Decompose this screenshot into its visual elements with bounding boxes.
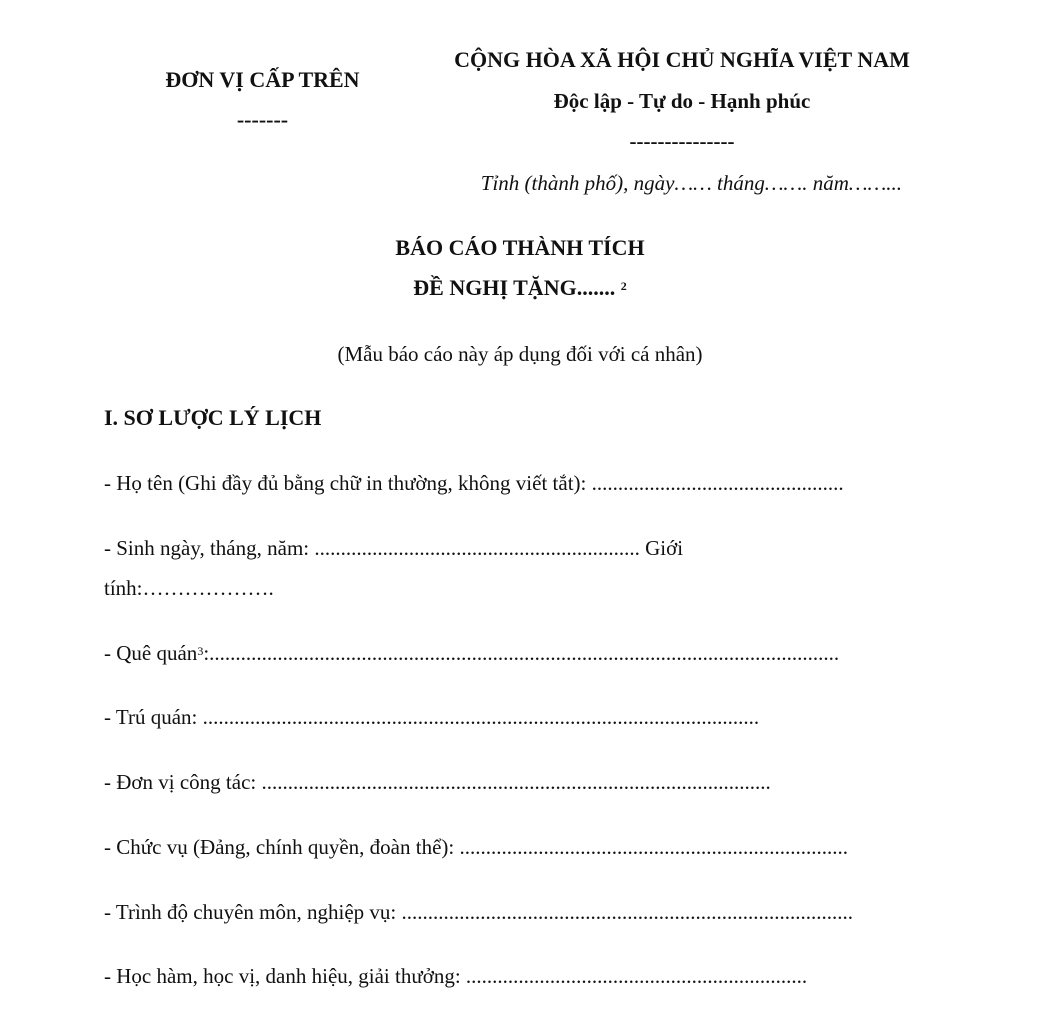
- position-field: - Chức vụ (Đảng, chính quyền, đoàn thể): ..........................................................................: [104, 835, 848, 859]
- qualification-field: - Trình độ chuyên môn, nghiệp vụ: ......................................................................................: [104, 900, 853, 924]
- hometown-label: - Quê quán: [104, 641, 198, 665]
- proposal-title: ĐỀ NGHỊ TẶNG.......: [413, 275, 616, 300]
- hometown-footnote-marker: 3: [197, 644, 204, 658]
- place-date-line: Tỉnh (thành phố), ngày…… tháng……. năm……...: [480, 171, 902, 195]
- organization-separator: -------: [236, 107, 289, 132]
- form-usage-note: (Mẫu báo cáo này áp dụng đối với cá nhân): [337, 342, 703, 366]
- residence-field: - Trú quán: ..........................................................................................................: [104, 705, 760, 729]
- gender-field: tính:……………….: [104, 576, 274, 600]
- report-title: BÁO CÁO THÀNH TÍCH: [395, 235, 645, 260]
- titles-awards-field: - Học hàm, học vị, danh hiệu, giải thưởng: .................................................................: [104, 964, 808, 988]
- national-title: CỘNG HÒA XÃ HỘI CHỦ NGHĨA VIỆT NAM: [454, 47, 910, 72]
- full-name-field: - Họ tên (Ghi đầy đủ bằng chữ in thường, không viết tắt): ................................................: [104, 471, 844, 495]
- hometown-field: [104, 640, 839, 666]
- issuing-organization: ĐƠN VỊ CẤP TRÊN: [165, 67, 360, 92]
- birth-date-field: - Sinh ngày, tháng, năm: .............................................................. Giới: [104, 536, 684, 560]
- workplace-field: - Đơn vị công tác: .................................................................................................: [104, 770, 771, 794]
- national-motto: Độc lập - Tự do - Hạnh phúc: [553, 89, 811, 113]
- motto-separator: ---------------: [629, 129, 735, 153]
- section-heading: I. SƠ LƯỢC LÝ LỊCH: [104, 405, 322, 430]
- report-subtitle-line: [0, 275, 1040, 301]
- footnote-marker: 2: [620, 279, 627, 293]
- hometown-dots: :........................................................................................................................: [203, 641, 840, 665]
